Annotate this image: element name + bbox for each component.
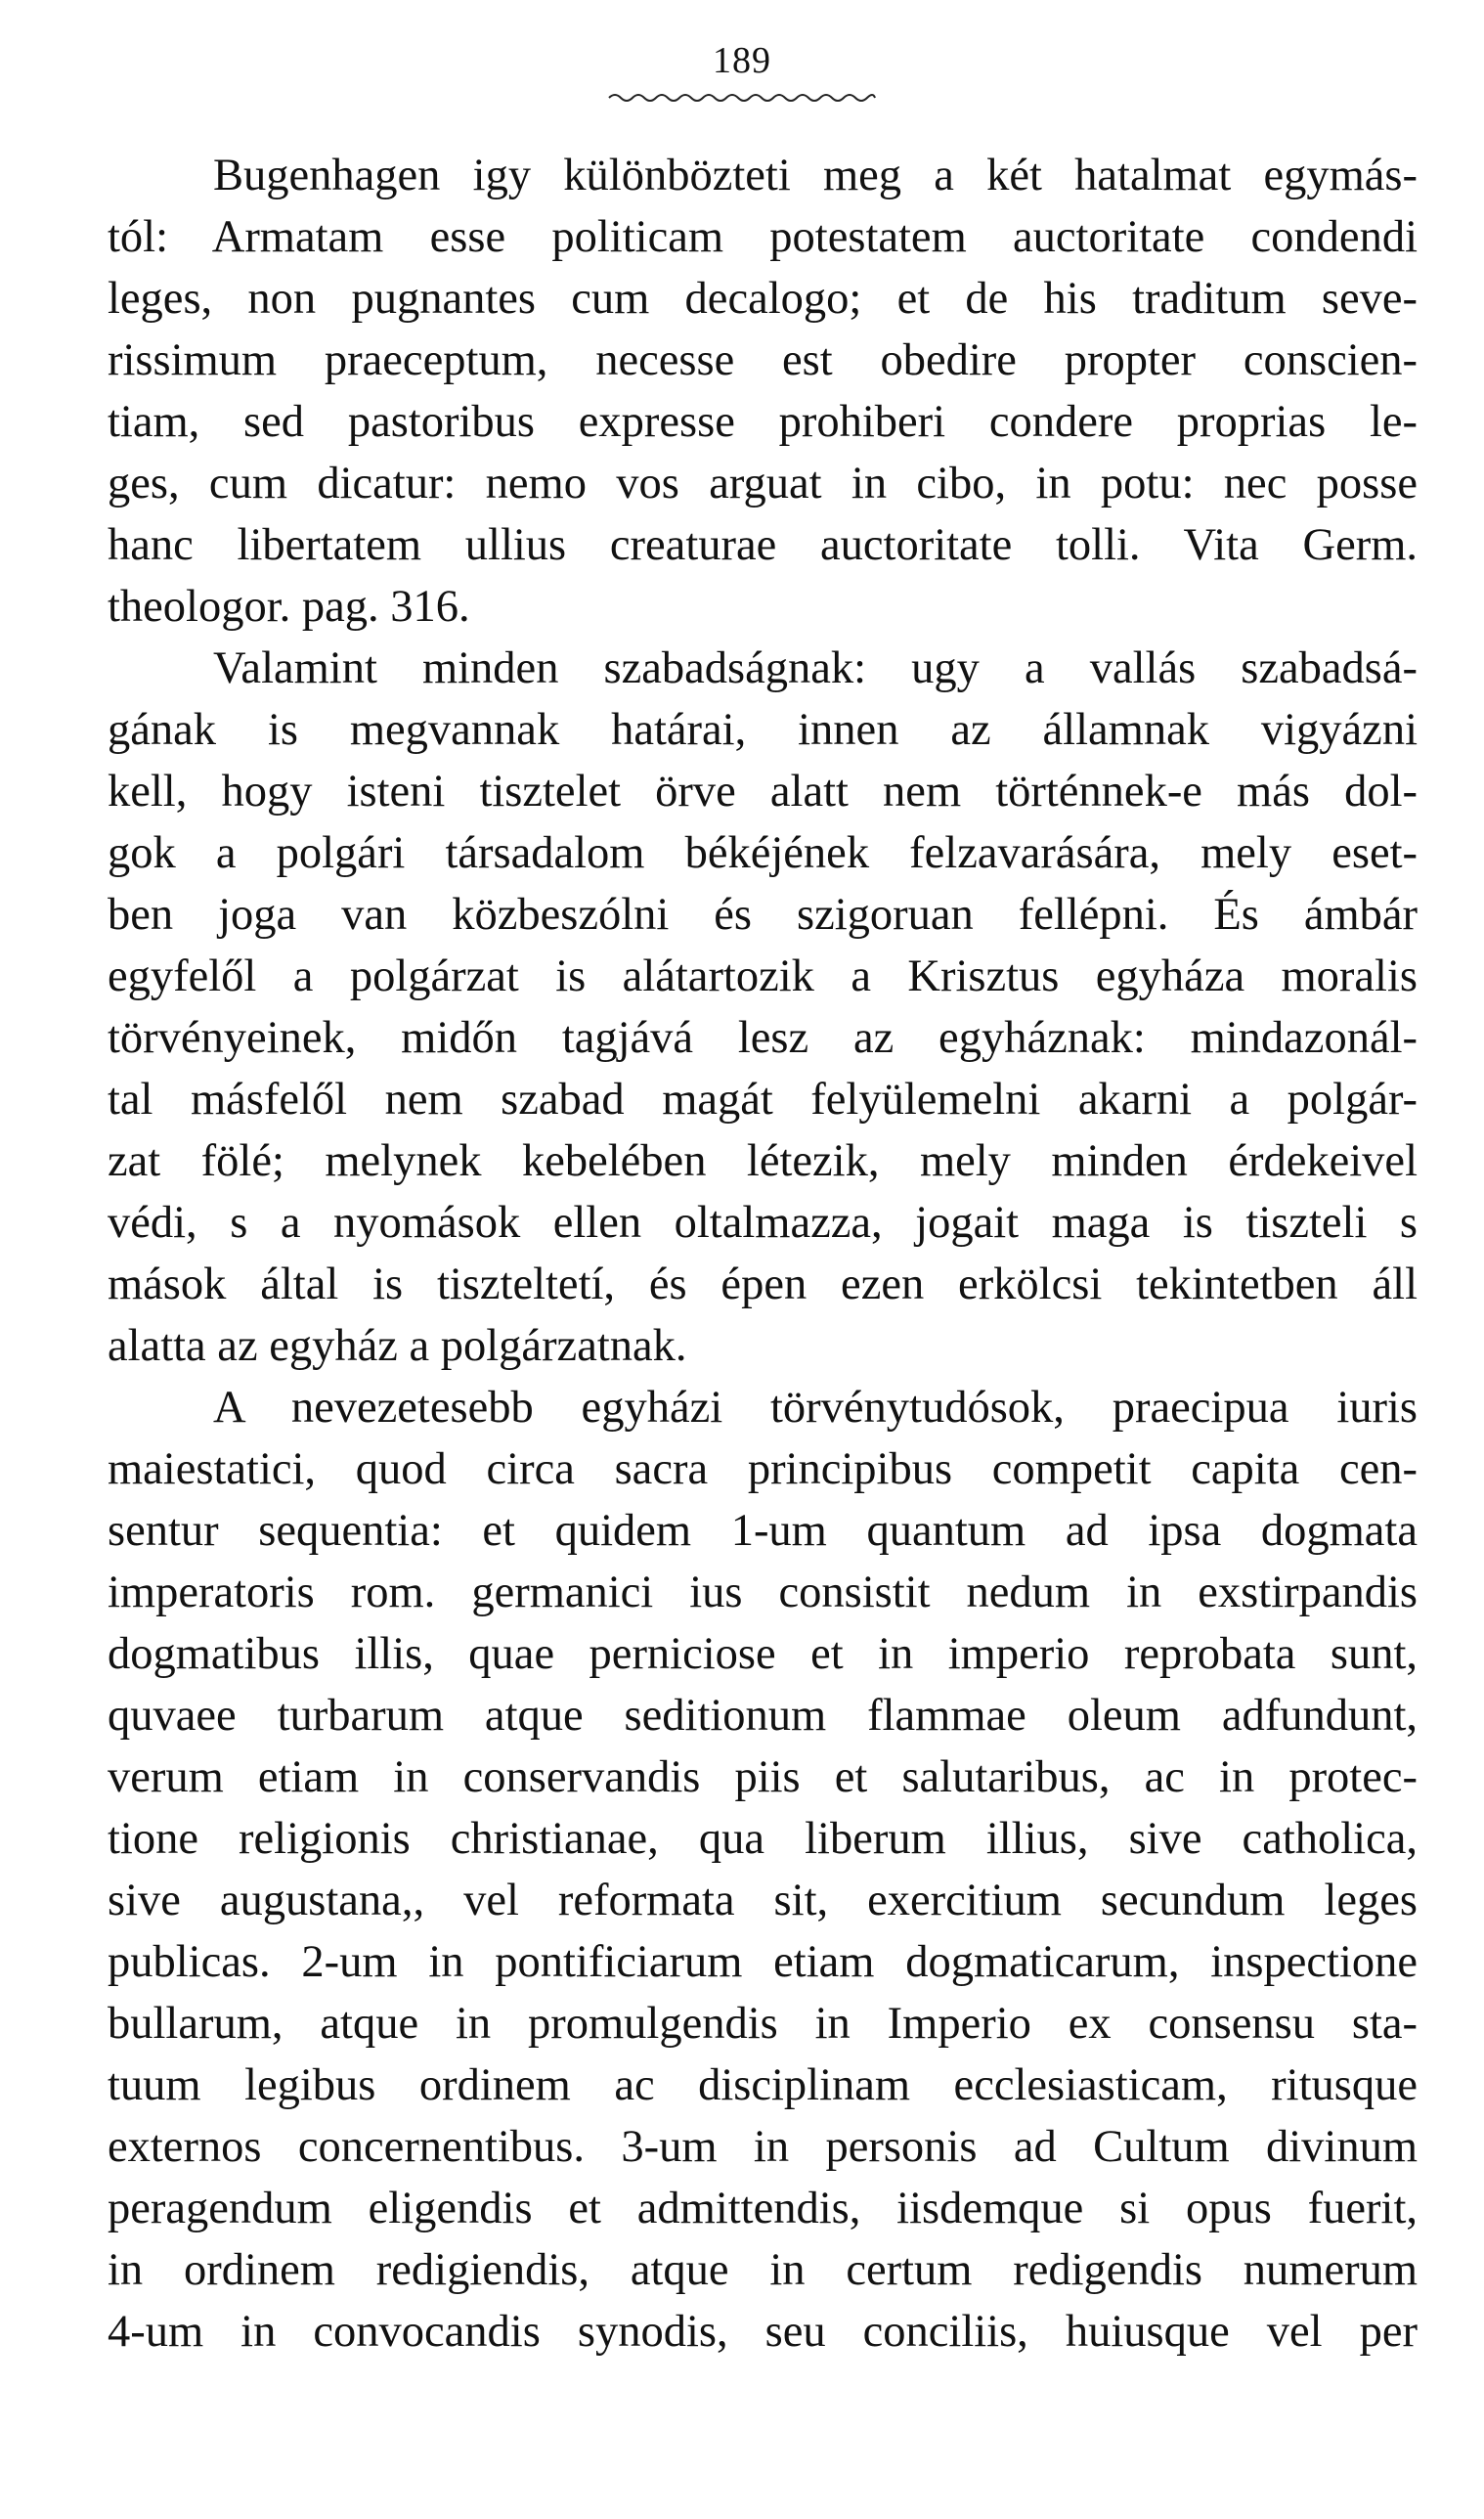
text-line: dogmatibus illis, quae perniciose et in imperio reprobata sunt,: [108, 1629, 1418, 1679]
text-line: mások által is tiszteltetí, és épen ezen erkölcsi tekintetben áll: [108, 1260, 1418, 1309]
text-line: in ordinem redigiendis, atque in certum redigendis numerum: [108, 2245, 1418, 2295]
text-line: rissimum praeceptum, necesse est obedire propter conscien-: [108, 335, 1418, 385]
text-line: alatta az egyház a polgárzatnak.: [108, 1321, 687, 1371]
text-line: egyfelől a polgárzat is alátartozik a Krisztus egyháza moralis: [108, 951, 1418, 1001]
text-line: publicas. 2-um in pontificiarum etiam dogmaticarum, inspectione: [108, 1937, 1418, 1987]
text-line: maiestatici, quod circa sacra principibus competit capita cen-: [108, 1444, 1418, 1494]
body-text: [108, 145, 1418, 2363]
text-line: sentur sequentia: et quidem 1-um quantum ad ipsa dogmata: [108, 1506, 1418, 1556]
paragraph-nevezetesebb: [108, 1377, 1418, 2363]
text-line: ben joga van közbeszólni és szigoruan fellépni. És ámbár: [108, 890, 1418, 940]
wavy-ornament-icon: [607, 90, 877, 106]
text-line: leges, non pugnantes cum decalogo; et de his traditum seve-: [108, 274, 1418, 324]
text-line: hanc libertatem ullius creaturae auctoritate tolli. Vita Germ.: [108, 520, 1418, 570]
text-line: tól: Armatam esse politicam potestatem auctoritate condendi: [108, 212, 1418, 262]
text-line: gok a polgári társadalom békéjének felzavarására, mely eset-: [108, 828, 1418, 878]
text-line: törvényeinek, midőn tagjává lesz az egyháznak: mindazonál-: [108, 1013, 1418, 1063]
text-line: imperatoris rom. germanici ius consistit nedum in exstirpandis: [108, 1568, 1418, 1617]
page-number: 189: [713, 40, 771, 81]
text-line: kell, hogy isteni tisztelet örve alatt nem történnek-e más dol-: [108, 767, 1418, 817]
text-line: tal másfelől nem szabad magát felyülemelni akarni a polgár-: [108, 1075, 1418, 1125]
text-line: tuum legibus ordinem ac disciplinam ecclesiasticam, ritusque: [108, 2060, 1418, 2110]
text-line: quvaee turbarum atque seditionum flammae oleum adfundunt,: [108, 1691, 1418, 1741]
text-line: védi, s a nyomások ellen oltalmazza, jogait maga is tiszteli s: [108, 1198, 1418, 1248]
paragraph-valamint: [108, 638, 1418, 1377]
text-line: 4-um in convocandis synodis, seu conciliis, huiusque vel per: [108, 2307, 1418, 2357]
text-line: theologor. pag. 316.: [108, 582, 470, 632]
text-line: peragendum eligendis et admittendis, iisdemque si opus fuerit,: [108, 2184, 1418, 2233]
text-line: gának is megvannak határai, innen az államnak vigyázni: [108, 705, 1418, 755]
text-line: sive augustana,, vel reformata sit, exercitium secundum leges: [108, 1876, 1418, 1925]
text-line: tione religionis christianae, qua liberum illius, sive catholica,: [108, 1814, 1418, 1864]
paragraph-bugenhagen: [108, 145, 1418, 638]
text-line: Valamint minden szabadságnak: ugy a vallás szabadsá-: [213, 643, 1418, 693]
text-line: A nevezetesebb egyházi törvénytudósok, praecipua iuris: [213, 1383, 1418, 1433]
text-line: externos concernentibus. 3-um in personis ad Cultum divinum: [108, 2122, 1418, 2172]
text-line: ges, cum dicatur: nemo vos arguat in cibo, in potu: nec posse: [108, 459, 1418, 508]
text-line: zat fölé; melynek kebelében létezik, mely minden érdekeivel: [108, 1136, 1418, 1186]
text-line: bullarum, atque in promulgendis in Imperio ex consensu sta-: [108, 1999, 1418, 2049]
text-line: tiam, sed pastoribus expresse prohiberi condere proprias le-: [108, 397, 1418, 447]
text-line: Bugenhagen igy különbözteti meg a két hatalmat egymás-: [213, 151, 1418, 200]
text-line: verum etiam in conservandis piis et salutaribus, ac in protec-: [108, 1752, 1418, 1802]
